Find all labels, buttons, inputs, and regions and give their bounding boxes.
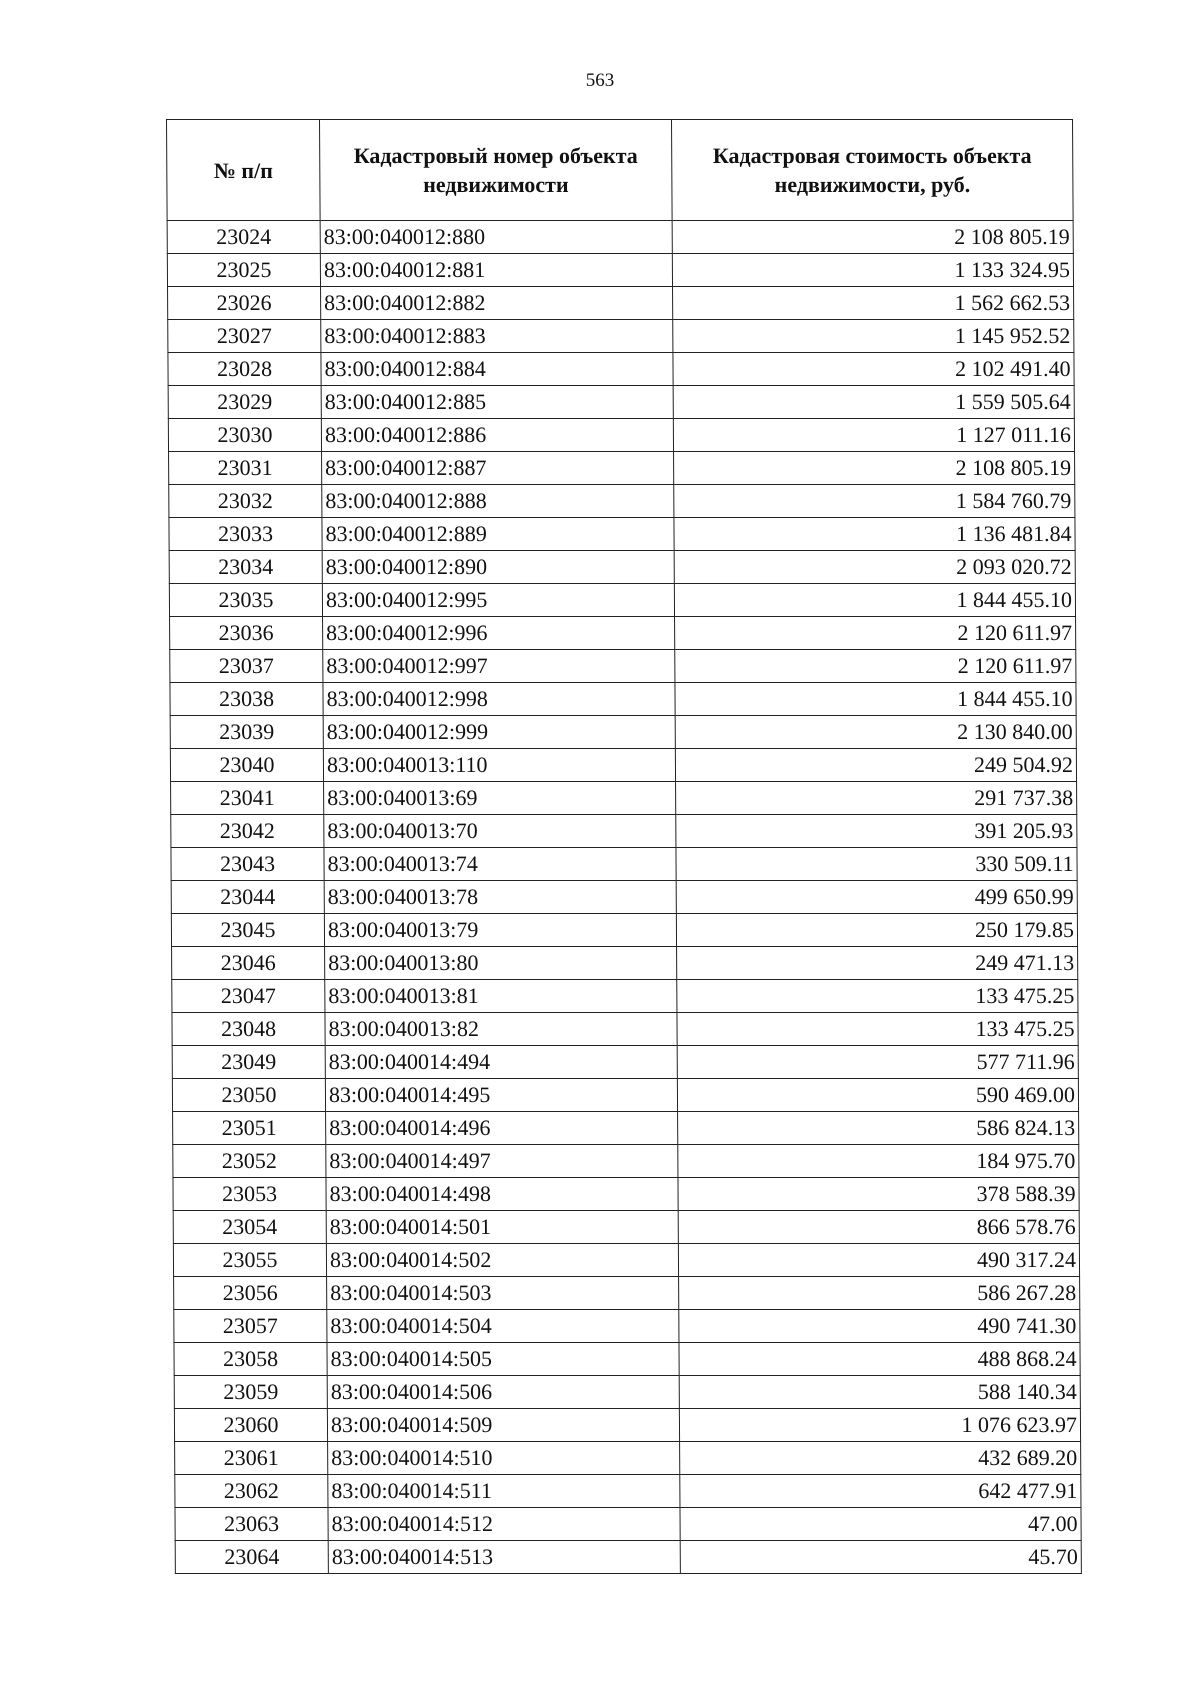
header-cadastral-value bbox=[672, 120, 1074, 221]
table-row bbox=[172, 980, 1078, 1013]
cadastral-number: 83:00:040014:505 bbox=[327, 1343, 679, 1376]
cadastral-value: 2 102 491.40 bbox=[673, 353, 1074, 386]
row-number: 23043 bbox=[171, 848, 324, 881]
cadastral-value: 586 824.13 bbox=[678, 1112, 1079, 1145]
cadastral-number: 83:00:040014:506 bbox=[327, 1376, 679, 1409]
table-row bbox=[174, 1277, 1080, 1310]
table-row bbox=[171, 782, 1077, 815]
row-number: 23039 bbox=[170, 716, 323, 749]
cadastral-value: 1 127 011.16 bbox=[673, 419, 1074, 452]
row-number: 23038 bbox=[170, 683, 323, 716]
header-number-label: № п/п bbox=[213, 157, 273, 183]
table-row bbox=[172, 1013, 1078, 1046]
row-number: 23062 bbox=[175, 1475, 328, 1508]
cadastral-number: 83:00:040012:999 bbox=[323, 716, 675, 749]
cadastral-value: 47.00 bbox=[680, 1508, 1081, 1541]
table-header bbox=[167, 120, 1074, 221]
row-number: 23031 bbox=[169, 452, 322, 485]
table-row bbox=[171, 914, 1077, 947]
cadastral-value: 133 475.25 bbox=[677, 1013, 1078, 1046]
row-number: 23046 bbox=[172, 947, 325, 980]
cadastral-number: 83:00:040012:995 bbox=[322, 584, 674, 617]
table-row bbox=[173, 1112, 1079, 1145]
cadastral-value: 1 562 662.53 bbox=[673, 287, 1074, 320]
cadastral-number: 83:00:040012:882 bbox=[321, 287, 673, 320]
cadastral-value: 490 317.24 bbox=[678, 1244, 1079, 1277]
table-row bbox=[174, 1376, 1080, 1409]
table-row bbox=[169, 518, 1075, 551]
table-row bbox=[168, 353, 1074, 386]
cadastral-value: 1 136 481.84 bbox=[674, 518, 1075, 551]
row-number: 23051 bbox=[173, 1112, 326, 1145]
cadastral-value: 330 509.11 bbox=[676, 848, 1077, 881]
table-row bbox=[168, 419, 1074, 452]
table-row bbox=[170, 683, 1076, 716]
cadastral-value: 1 145 952.52 bbox=[673, 320, 1074, 353]
cadastral-number: 83:00:040012:880 bbox=[320, 221, 672, 254]
header-cadastral-number bbox=[320, 120, 673, 221]
cadastral-number: 83:00:040014:502 bbox=[326, 1244, 678, 1277]
table-row bbox=[169, 452, 1075, 485]
table-row bbox=[174, 1310, 1080, 1343]
cadastral-number: 83:00:040014:501 bbox=[326, 1211, 678, 1244]
cadastral-value: 642 477.91 bbox=[680, 1475, 1081, 1508]
row-number: 23037 bbox=[170, 650, 323, 683]
row-number: 23028 bbox=[168, 353, 321, 386]
cadastral-number: 83:00:040014:512 bbox=[328, 1508, 680, 1541]
table-row bbox=[174, 1343, 1080, 1376]
cadastral-number: 83:00:040012:887 bbox=[322, 452, 674, 485]
table-row bbox=[170, 716, 1076, 749]
row-number: 23042 bbox=[171, 815, 324, 848]
cadastral-number: 83:00:040014:503 bbox=[327, 1277, 679, 1310]
table-body bbox=[167, 221, 1081, 1574]
cadastral-value: 586 267.28 bbox=[679, 1277, 1080, 1310]
cadastral-number: 83:00:040014:513 bbox=[328, 1541, 680, 1574]
row-number: 23048 bbox=[172, 1013, 325, 1046]
cadastral-value: 1 133 324.95 bbox=[672, 254, 1073, 287]
cadastral-number: 83:00:040012:997 bbox=[323, 650, 675, 683]
cadastral-number: 83:00:040014:494 bbox=[325, 1046, 677, 1079]
row-number: 23041 bbox=[171, 782, 324, 815]
cadastral-number: 83:00:040014:511 bbox=[328, 1475, 680, 1508]
row-number: 23036 bbox=[170, 617, 323, 650]
cadastral-number: 83:00:040014:510 bbox=[328, 1442, 680, 1475]
header-cadastral-line1: Кадастровый номер объекта bbox=[353, 143, 638, 168]
table-row bbox=[170, 749, 1076, 782]
table-row bbox=[175, 1508, 1081, 1541]
table-row bbox=[169, 551, 1075, 584]
table-row bbox=[173, 1244, 1079, 1277]
cadastral-value: 588 140.34 bbox=[679, 1376, 1080, 1409]
cadastral-value: 499 650.99 bbox=[676, 881, 1077, 914]
table-row bbox=[168, 287, 1074, 320]
row-number: 23040 bbox=[170, 749, 323, 782]
row-number: 23026 bbox=[168, 287, 321, 320]
table-row bbox=[171, 815, 1077, 848]
row-number: 23050 bbox=[172, 1079, 325, 1112]
table-row bbox=[171, 848, 1077, 881]
cadastral-number: 83:00:040013:110 bbox=[323, 749, 675, 782]
cadastral-number: 83:00:040014:504 bbox=[327, 1310, 679, 1343]
row-number: 23032 bbox=[169, 485, 322, 518]
table-row bbox=[170, 650, 1076, 683]
table-row bbox=[175, 1442, 1081, 1475]
cadastral-number: 83:00:040013:69 bbox=[324, 782, 676, 815]
row-number: 23034 bbox=[169, 551, 322, 584]
row-number: 23064 bbox=[175, 1541, 328, 1574]
row-number: 23049 bbox=[172, 1046, 325, 1079]
table-row bbox=[172, 947, 1078, 980]
cadastral-number: 83:00:040013:82 bbox=[325, 1013, 677, 1046]
cadastral-value: 488 868.24 bbox=[679, 1343, 1080, 1376]
table-row bbox=[172, 1079, 1078, 1112]
cadastral-value: 45.70 bbox=[680, 1541, 1081, 1574]
cadastral-number: 83:00:040012:889 bbox=[322, 518, 674, 551]
table-row bbox=[169, 584, 1075, 617]
cadastral-number: 83:00:040014:496 bbox=[326, 1112, 678, 1145]
table-row bbox=[173, 1145, 1079, 1178]
table-row bbox=[173, 1211, 1079, 1244]
row-number: 23044 bbox=[171, 881, 324, 914]
cadastral-number: 83:00:040014:498 bbox=[326, 1178, 678, 1211]
cadastral-number: 83:00:040013:74 bbox=[324, 848, 676, 881]
cadastral-number: 83:00:040012:998 bbox=[323, 683, 675, 716]
cadastral-value: 2 120 611.97 bbox=[675, 617, 1076, 650]
row-number: 23053 bbox=[173, 1178, 326, 1211]
row-number: 23052 bbox=[173, 1145, 326, 1178]
table-row bbox=[173, 1178, 1079, 1211]
table-row bbox=[168, 386, 1074, 419]
cadastral-number: 83:00:040012:996 bbox=[323, 617, 675, 650]
cadastral-value: 577 711.96 bbox=[677, 1046, 1078, 1079]
row-number: 23054 bbox=[173, 1211, 326, 1244]
cadastral-number: 83:00:040014:495 bbox=[325, 1079, 677, 1112]
row-number: 23027 bbox=[168, 320, 321, 353]
cadastral-value: 1 584 760.79 bbox=[674, 485, 1075, 518]
table-row bbox=[169, 485, 1075, 518]
cadastral-value: 133 475.25 bbox=[677, 980, 1078, 1013]
table-row bbox=[171, 881, 1077, 914]
row-number: 23055 bbox=[173, 1244, 326, 1277]
table-row bbox=[167, 254, 1073, 287]
cadastral-value: 2 093 020.72 bbox=[674, 551, 1075, 584]
cadastral-value: 2 130 840.00 bbox=[675, 716, 1076, 749]
cadastral-number: 83:00:040012:884 bbox=[321, 353, 673, 386]
cadastral-number: 83:00:040014:509 bbox=[327, 1409, 679, 1442]
row-number: 23063 bbox=[175, 1508, 328, 1541]
header-number bbox=[167, 120, 321, 221]
cadastral-number: 83:00:040013:81 bbox=[325, 980, 677, 1013]
cadastral-number: 83:00:040013:78 bbox=[324, 881, 676, 914]
cadastral-number: 83:00:040012:885 bbox=[321, 386, 673, 419]
table-row bbox=[168, 320, 1074, 353]
row-number: 23029 bbox=[168, 386, 321, 419]
cadastral-value: 1 076 623.97 bbox=[679, 1409, 1080, 1442]
row-number: 23047 bbox=[172, 980, 325, 1013]
cadastral-value: 391 205.93 bbox=[676, 815, 1077, 848]
cadastral-value: 1 844 455.10 bbox=[675, 683, 1076, 716]
cadastral-value: 1 844 455.10 bbox=[674, 584, 1075, 617]
cadastral-number: 83:00:040012:883 bbox=[321, 320, 673, 353]
table-row bbox=[175, 1475, 1081, 1508]
header-value-line2: недвижимости, руб. bbox=[774, 172, 971, 197]
row-number: 23056 bbox=[174, 1277, 327, 1310]
page-number: 563 bbox=[585, 70, 615, 91]
cadastral-value: 432 689.20 bbox=[680, 1442, 1081, 1475]
header-value-line1: Кадастровая стоимость объекта bbox=[712, 143, 1032, 168]
cadastral-value: 249 504.92 bbox=[675, 749, 1076, 782]
cadastral-value: 590 469.00 bbox=[677, 1079, 1078, 1112]
cadastral-number: 83:00:040014:497 bbox=[326, 1145, 678, 1178]
cadastral-value: 2 108 805.19 bbox=[672, 221, 1073, 254]
cadastral-value: 1 559 505.64 bbox=[673, 386, 1074, 419]
cadastral-value-table bbox=[166, 119, 1082, 1574]
cadastral-value: 2 120 611.97 bbox=[675, 650, 1076, 683]
cadastral-number: 83:00:040013:79 bbox=[324, 914, 676, 947]
row-number: 23045 bbox=[171, 914, 324, 947]
cadastral-value: 291 737.38 bbox=[676, 782, 1077, 815]
row-number: 23061 bbox=[175, 1442, 328, 1475]
header-cadastral-line2: недвижимости bbox=[423, 172, 569, 197]
row-number: 23060 bbox=[174, 1409, 327, 1442]
table-row bbox=[174, 1409, 1080, 1442]
cadastral-value: 2 108 805.19 bbox=[674, 452, 1075, 485]
cadastral-number: 83:00:040013:70 bbox=[324, 815, 676, 848]
table-row bbox=[172, 1046, 1078, 1079]
cadastral-number: 83:00:040012:888 bbox=[322, 485, 674, 518]
row-number: 23033 bbox=[169, 518, 322, 551]
cadastral-value: 184 975.70 bbox=[678, 1145, 1079, 1178]
cadastral-value: 866 578.76 bbox=[678, 1211, 1079, 1244]
row-number: 23024 bbox=[167, 221, 320, 254]
cadastral-value: 250 179.85 bbox=[676, 914, 1077, 947]
table-row bbox=[175, 1541, 1081, 1574]
cadastral-value: 490 741.30 bbox=[679, 1310, 1080, 1343]
cadastral-value: 249 471.13 bbox=[677, 947, 1078, 980]
header-row bbox=[167, 120, 1074, 221]
table-row bbox=[167, 221, 1073, 254]
row-number: 23057 bbox=[174, 1310, 327, 1343]
row-number: 23035 bbox=[169, 584, 322, 617]
row-number: 23025 bbox=[167, 254, 320, 287]
cadastral-number: 83:00:040012:881 bbox=[320, 254, 672, 287]
cadastral-number: 83:00:040013:80 bbox=[325, 947, 677, 980]
table-row bbox=[170, 617, 1076, 650]
row-number: 23059 bbox=[174, 1376, 327, 1409]
row-number: 23030 bbox=[168, 419, 321, 452]
cadastral-value: 378 588.39 bbox=[678, 1178, 1079, 1211]
cadastral-number: 83:00:040012:890 bbox=[322, 551, 674, 584]
cadastral-number: 83:00:040012:886 bbox=[321, 419, 673, 452]
row-number: 23058 bbox=[174, 1343, 327, 1376]
